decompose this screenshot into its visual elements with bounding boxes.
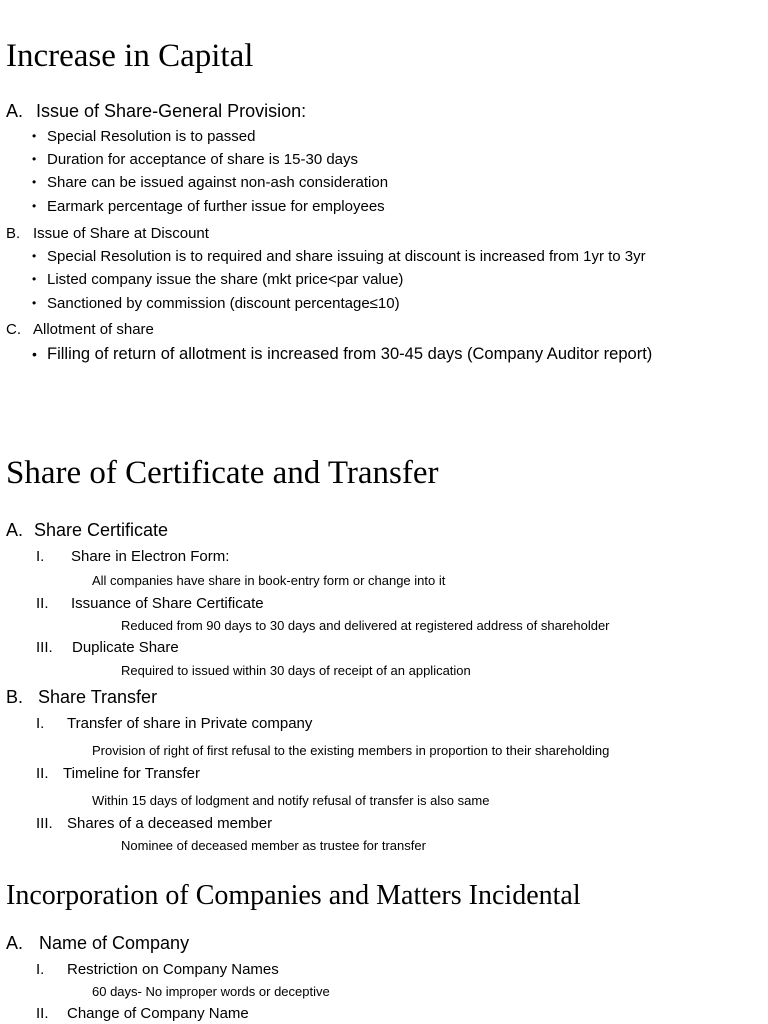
item-heading: Restriction on Company Names [67,961,279,978]
item-heading: Transfer of share in Private company [67,715,313,732]
item-heading: Change of Company Name [67,1005,249,1022]
bullet-icon: • [32,129,37,143]
list-item: Sanctioned by commission (discount percentage≤10) [47,295,400,312]
bullet-icon: • [32,249,37,263]
list-number: II. [36,765,49,782]
list-item: Duration for acceptance of share is 15-30 days [47,151,359,168]
subsection-heading: Allotment of share [33,321,154,338]
section-title-increase-in-capital: Increase in Capital [6,38,254,74]
subsection-heading: Name of Company [39,933,190,953]
list-number: I. [36,961,45,978]
list-number: I. [36,548,45,565]
list-number: II. [36,1005,49,1022]
bullet-icon: • [32,296,37,310]
list-marker: A. [6,520,24,540]
section-title-incorporation: Incorporation of Companies and Matters Incidental [6,880,581,911]
list-item: Special Resolution is to required and share issuing at discount is increased from 1yr to 3yr [47,248,646,265]
list-marker: B. [6,225,21,242]
list-item: Special Resolution is to passed [47,128,256,145]
item-detail: Reduced from 90 days to 30 days and delivered at registered address of shareholder [121,618,610,633]
list-item: Filling of return of allotment is increased from 30-45 days (Company Auditor report) [47,345,653,363]
list-item: Share can be issued against non-ash consideration [47,174,389,191]
subsection-heading: Issue of Share at Discount [33,225,209,242]
section-title-share-certificate-transfer: Share of Certificate and Transfer [6,455,439,491]
bullet-icon: • [32,272,37,286]
list-marker: B. [6,687,24,707]
bullet-icon: • [32,152,37,166]
list-marker: A. [6,933,24,953]
list-item: Earmark percentage of further issue for employees [47,198,385,215]
list-marker: C. [6,321,21,338]
list-number: II. [36,595,49,612]
item-heading: Duplicate Share [72,639,179,656]
subsection-heading: Share Certificate [34,520,169,540]
item-detail: Required to issued within 30 days of receipt of an application [121,663,471,678]
bullet-icon: • [32,346,37,362]
item-detail: Nominee of deceased member as trustee for transfer [121,838,426,853]
item-heading: Share in Electron Form: [71,548,230,565]
list-number: III. [36,815,53,832]
item-detail: 60 days- No improper words or deceptive [92,984,330,999]
subsection-heading: Share Transfer [38,687,158,707]
subsection-heading: Issue of Share-General Provision: [36,101,307,121]
bullet-icon: • [32,199,37,213]
item-detail: Within 15 days of lodgment and notify refusal of transfer is also same [92,793,490,808]
item-detail: All companies have share in book-entry form or change into it [92,573,446,588]
bullet-icon: • [32,175,37,189]
item-heading: Issuance of Share Certificate [71,595,264,612]
list-marker: A. [6,101,24,121]
item-heading: Timeline for Transfer [63,765,200,782]
list-number: III. [36,639,53,656]
list-item: Listed company issue the share (mkt price<par value) [47,271,404,288]
item-detail: Provision of right of first refusal to the existing members in proportion to their shareholding [92,743,610,758]
item-heading: Shares of a deceased member [67,815,273,832]
list-number: I. [36,715,45,732]
